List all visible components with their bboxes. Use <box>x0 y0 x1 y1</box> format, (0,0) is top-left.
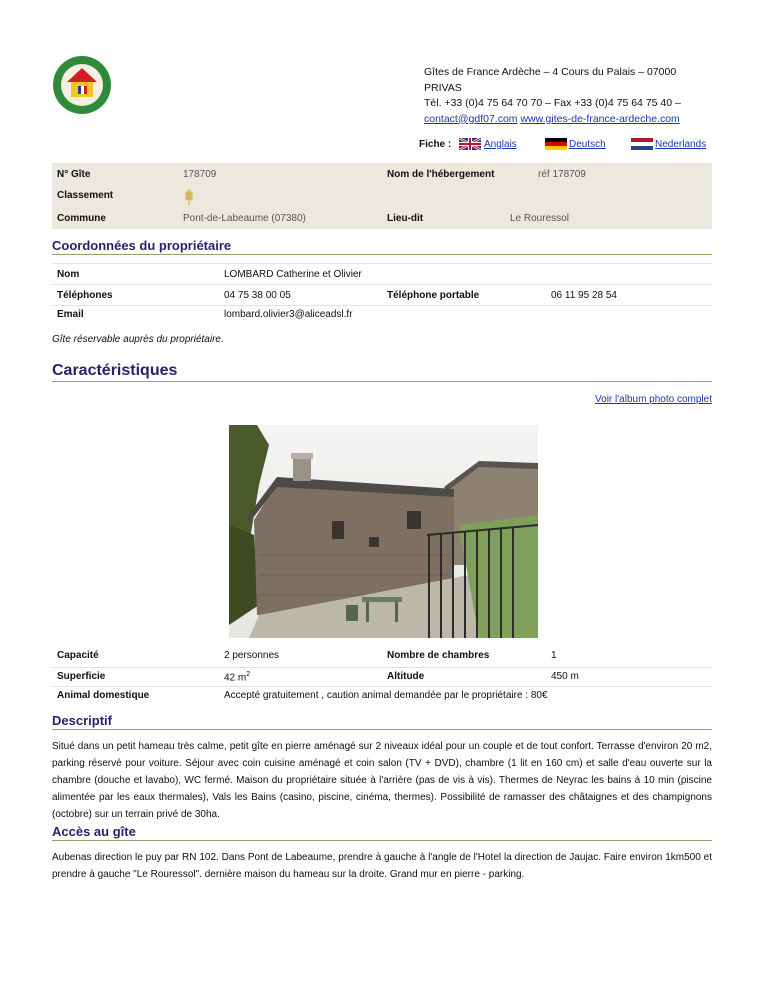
gite-number-label: N° Gîte <box>57 169 91 180</box>
german-flag-icon <box>545 138 567 153</box>
row-divider <box>52 263 712 264</box>
info-band <box>52 163 712 229</box>
commune-label: Commune <box>57 213 106 224</box>
row-divider <box>52 686 712 687</box>
dutch-flag-icon <box>631 138 653 153</box>
commune-value: Pont-de-Labeaume (07380) <box>183 213 306 224</box>
altitude-value: 450 m <box>551 671 579 682</box>
photo-album-link[interactable]: Voir l'album photo complet <box>595 394 712 405</box>
altitude-label: Altitude <box>387 671 425 682</box>
address-line-2: PRIVAS <box>424 81 462 94</box>
hebergement-name-label: Nom de l'hébergement <box>387 169 495 180</box>
description-section-title: Descriptif <box>52 713 712 730</box>
phone-label: Téléphones <box>57 290 113 301</box>
address-block <box>424 65 724 127</box>
row-divider <box>52 667 712 668</box>
lieu-dit-label: Lieu-dit <box>387 213 424 224</box>
gite-number-value: 178709 <box>183 169 217 180</box>
lieu-dit-value: Le Rouressol <box>510 213 569 224</box>
row-divider <box>52 284 712 285</box>
pets-value: Accepté gratuitement , caution animal demandée par le propriétaire : 80€ <box>224 690 548 701</box>
mobile-label: Téléphone portable <box>387 290 480 301</box>
bedrooms-value: 1 <box>551 650 557 661</box>
lang-link-deutsch[interactable]: Deutsch <box>569 139 606 150</box>
email-value: lombard.olivier3@aliceadsl.fr <box>224 309 353 320</box>
phone-value: 04 75 38 00 05 <box>224 290 291 301</box>
email-label: Email <box>57 309 84 320</box>
address-line-1: Gîtes de France Ardèche – 4 Cours du Palais – 07000 <box>424 66 677 78</box>
uk-flag-icon <box>459 138 481 153</box>
epi-rating-icon <box>183 189 195 208</box>
lang-link-anglais[interactable]: Anglais <box>484 139 517 150</box>
lang-link-nederlands[interactable]: Nederlands <box>655 139 707 150</box>
access-text: Aubenas direction le puy par RN 102. Dans Pont de Labeaume, prendre à gauche à l'angle de l'Hotel la direction de Jaujac. Faire environ 1km500 et prendre à gauche "Le Rouressol". dernière maison du hameau sur la droite. Grand mur en pierre - parking. <box>52 852 712 880</box>
classement-label: Classement <box>57 190 114 201</box>
access-section-title: Accès au gîte <box>52 824 712 841</box>
fiche-label: Fiche : <box>419 139 452 150</box>
description-text: Situé dans un petit hameau très calme, petit gîte en pierre aménagé sur 2 niveaux idéal pour un couple et de tout confort. Terrasse d'environ 20 m2, parking réservé pour voiture. Séjour avec coin cuisine aménagé et coin salon (TV + DVD), chambre (1 lit en 160 cm) et salle d'eau ouverte sur la chambre (douche et lavabo), WC fermé. Maison du propriétaire située à l'arrière (pas de vis à vis). Thermes de Neyrac les bains à 10 min (piscine alimentée par les eaux thermales), Vals les Bains (casino, piscine, cinéma, thermes). Possibilité de ramasser des châtaignes et des champignons (octobre) sur un terrain privé de 30ha. <box>52 741 712 820</box>
contact-email-link[interactable]: contact@gdf07.com <box>424 112 518 125</box>
owner-name-label: Nom <box>57 269 80 280</box>
surface-label: Superficie <box>57 671 106 682</box>
website-link[interactable]: www.gites-de-france-ardeche.com <box>520 112 680 125</box>
surface-value: 42 $m^2$ <box>224 671 251 684</box>
row-divider <box>52 305 712 306</box>
mobile-value: 06 11 95 28 54 <box>551 290 617 301</box>
features-section-title: Caractéristiques <box>52 362 712 382</box>
capacity-value: 2 personnes <box>224 650 280 661</box>
reservation-note: Gîte réservable auprès du propriétaire. <box>52 334 224 345</box>
owner-name-value: LOMBARD Catherine et Olivier <box>224 269 362 280</box>
bedrooms-label: Nombre de chambres <box>387 650 490 661</box>
gites-de-france-logo <box>52 55 112 115</box>
capacity-label: Capacité <box>57 650 99 661</box>
gite-photo[interactable] <box>229 425 538 638</box>
address-line-3: Tél. +33 (0)4 75 64 70 70 – Fax +33 (0)4 75 64 75 40 – <box>424 97 681 109</box>
owner-section-title: Coordonnées du propriétaire <box>52 238 712 255</box>
pets-label: Animal domestique <box>57 690 150 701</box>
hebergement-name-value: réf 178709 <box>538 169 586 180</box>
